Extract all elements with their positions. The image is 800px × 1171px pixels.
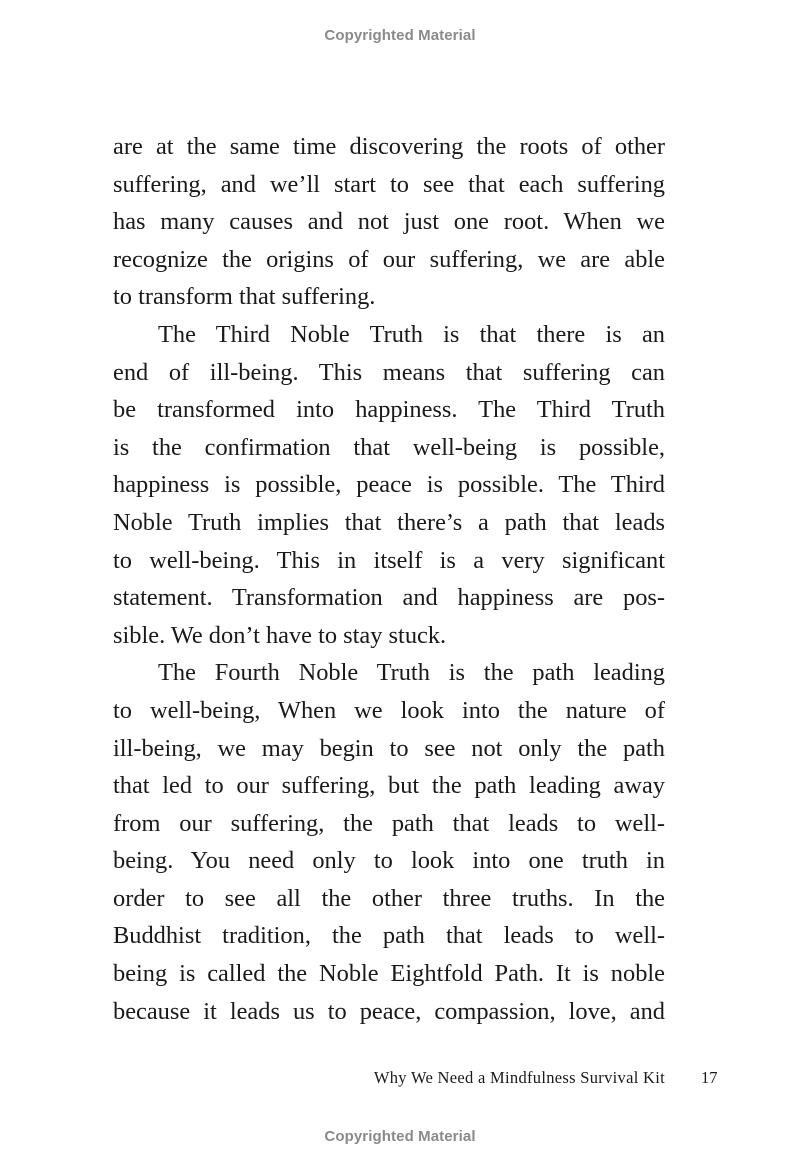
page-footer bbox=[0, 1068, 800, 1092]
text-line: to well-being, When we look into the nature of bbox=[113, 696, 665, 724]
text-line: order to see all the other three truths. In the bbox=[113, 884, 665, 912]
text-line: Noble Truth implies that there’s a path that leads bbox=[113, 508, 665, 536]
text-line: ill-being, we may begin to see not only the path bbox=[113, 734, 665, 762]
paragraph bbox=[113, 128, 665, 316]
running-head: Why We Need a Mindfulness Survival Kit bbox=[373, 1068, 665, 1087]
text-line: from our suffering, the path that leads to well- bbox=[113, 809, 665, 837]
paragraph bbox=[113, 316, 665, 654]
copyright-watermark-top: Copyrighted Material bbox=[324, 27, 476, 44]
text-line: being is called the Noble Eightfold Path. It is noble bbox=[113, 960, 665, 988]
text-line: The Fourth Noble Truth is the path leading bbox=[158, 659, 665, 687]
page-body-text bbox=[113, 128, 665, 1030]
paragraph bbox=[113, 654, 665, 1030]
text-line: is the confirmation that well-being is possible, bbox=[113, 433, 665, 461]
copyright-watermark-bottom: Copyrighted Material bbox=[324, 1128, 476, 1145]
text-line: Buddhist tradition, the path that leads to well- bbox=[113, 922, 665, 950]
text-line: The Third Noble Truth is that there is an bbox=[158, 320, 665, 348]
text-line: because it leads us to peace, compassion, love, and bbox=[113, 997, 665, 1025]
text-line: happiness is possible, peace is possible. The Third bbox=[113, 471, 665, 499]
text-line: to transform that suffering. bbox=[113, 283, 376, 311]
text-line: that led to our suffering, but the path leading away bbox=[113, 772, 665, 800]
text-line: to well-being. This in itself is a very significant bbox=[113, 546, 665, 574]
page-number: 17 bbox=[701, 1068, 718, 1087]
text-line: being. You need only to look into one truth in bbox=[113, 847, 665, 875]
text-line: recognize the origins of our suffering, we are able bbox=[113, 245, 665, 273]
text-line: statement. Transformation and happiness are pos- bbox=[113, 584, 665, 612]
text-line: suffering, and we’ll start to see that each suffering bbox=[113, 170, 665, 198]
text-line: end of ill-being. This means that suffering can bbox=[113, 358, 665, 386]
text-line: are at the same time discovering the roots of other bbox=[113, 133, 665, 160]
text-line: be transformed into happiness. The Third Truth bbox=[113, 396, 665, 424]
text-line: has many causes and not just one root. When we bbox=[113, 208, 665, 236]
text-line: sible. We don’t have to stay stuck. bbox=[113, 621, 447, 649]
